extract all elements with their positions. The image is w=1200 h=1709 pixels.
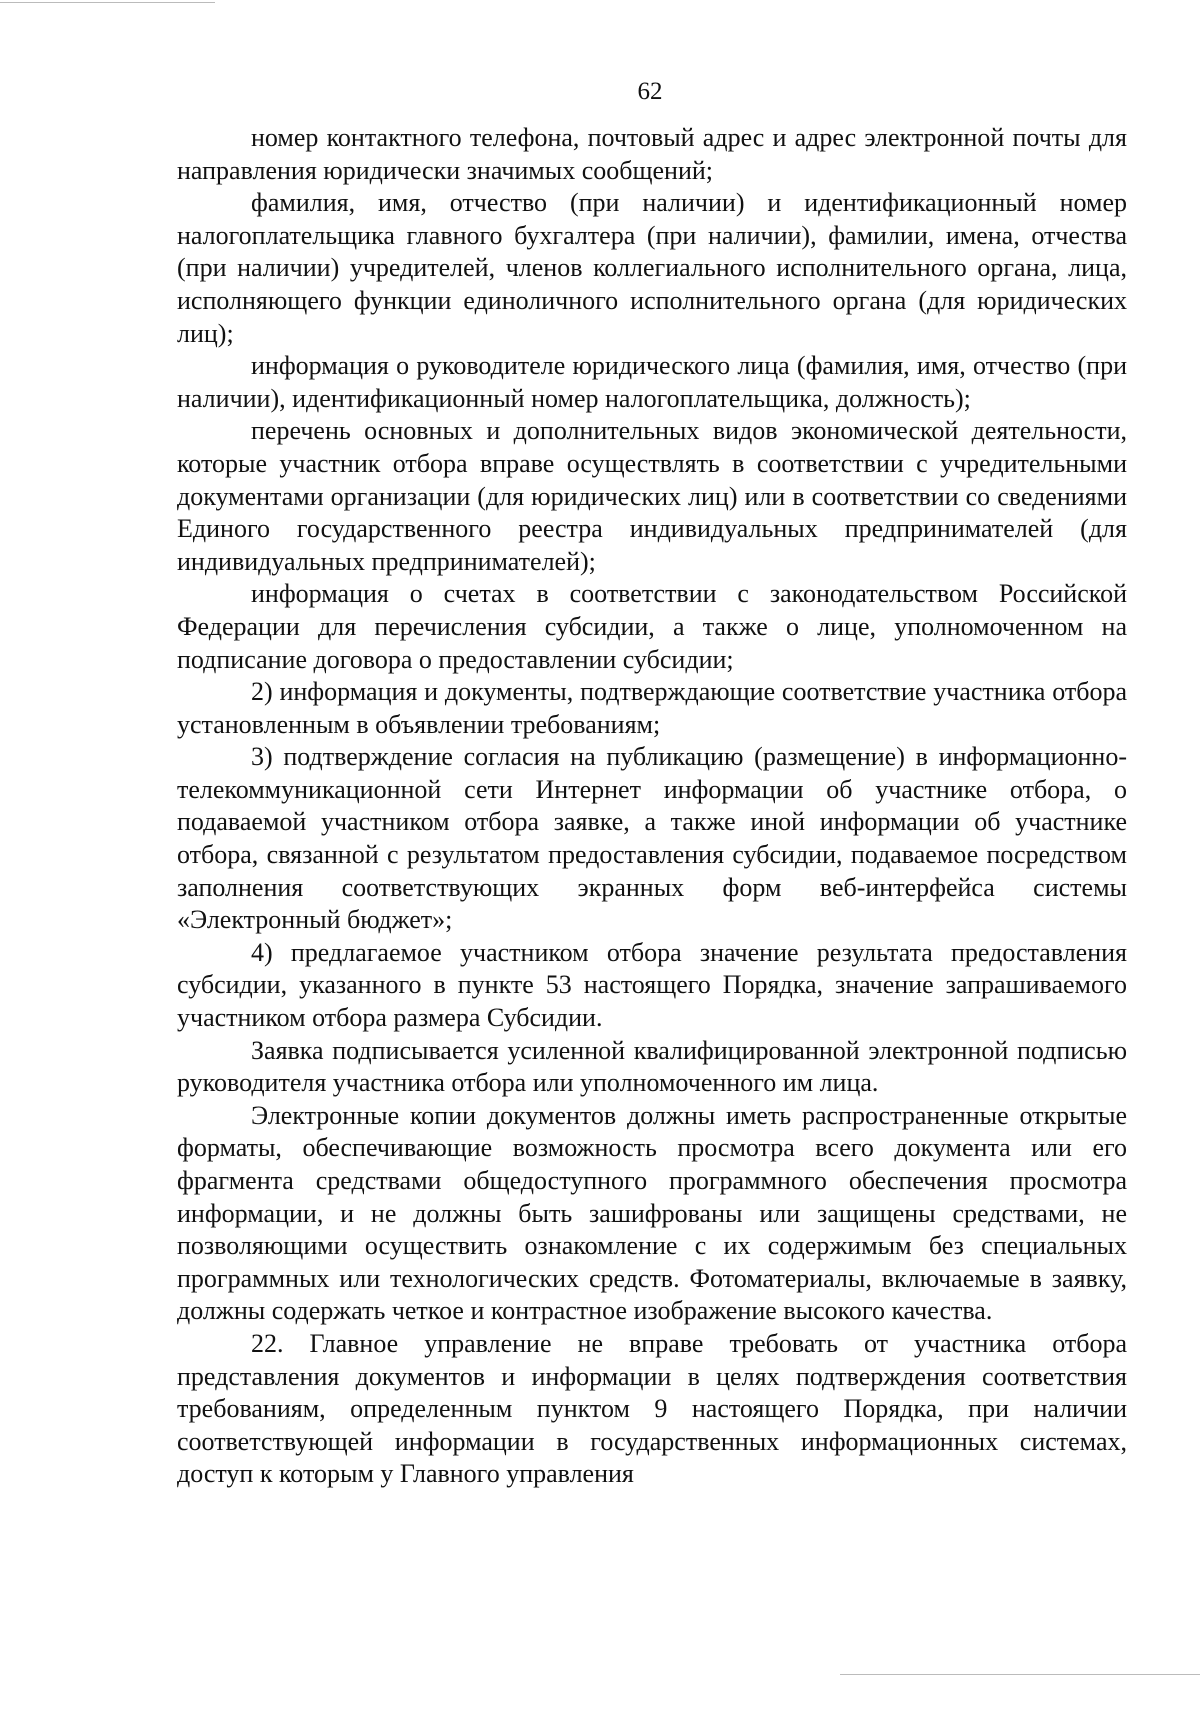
paragraph-signature: Заявка подписывается усиленной квалифицированной электронной подписью руководителя участника отбора или уполномоченного им лица.: [177, 1035, 1127, 1098]
scan-edge-line-top: [0, 2, 215, 3]
paragraph-accounts-info: информация о счетах в соответствии с законодательством Российской Федерации для перечисления субсидии, а также о лице, уполномоченном на подписание договора о предоставлении субсидии;: [177, 579, 1127, 674]
paragraph-activity-list: перечень основных и дополнительных видов экономической деятельности, которые участник отбора вправе осуществлять в соответствии с учредительными документами организации (для юридических лиц) или в соответствии со сведениями Единого государственного реестра индивидуальных предпринимателей (для индивидуальных предпринимателей);: [177, 416, 1127, 576]
paragraph-accountant-founders: фамилия, имя, отчество (при наличии) и идентификационный номер налогоплательщика главного бухгалтера (при наличии), фамилии, имена, отчества (при наличии) учредителей, членов коллегиального исполнительного органа, лица, исполняющего функции единоличного исполнительного органа (для юридических лиц);: [177, 188, 1127, 348]
paragraph-head-info: информация о руководителе юридического лица (фамилия, имя, отчество (при наличии), идентификационный номер налогоплательщика, должность);: [177, 351, 1127, 413]
paragraph-item-3: 3) подтверждение согласия на публикацию (размещение) в информационно-телекоммуникационной сети Интернет информации об участнике отбора, о подаваемой участником отбора заявке, а также иной информации об участнике отбора, связанной с результатом предоставления субсидии, подаваемое посредством заполнения соответствующих экранных форм веб-интерфейса системы «Электронный бюджет»;: [177, 742, 1127, 935]
paragraph-item-2: 2) информация и документы, подтверждающие соответствие участника отбора установленным в объявлении требованиям;: [177, 677, 1127, 739]
paragraph-contact-info: номер контактного телефона, почтовый адрес и адрес электронной почты для направления юридически значимых сообщений;: [177, 123, 1127, 185]
paragraph-clause-22: 22. Главное управление не вправе требовать от участника отбора представления документов и информации в целях подтверждения соответствия требованиям, определенным пунктом 9 настоящего Порядка, при наличии соответствующей информации в государственных информационных системах, доступ к которым у Главного управления: [177, 1328, 1127, 1489]
document-body: [177, 122, 1127, 1491]
page-number: 62: [637, 78, 663, 105]
paragraph-electronic-copies: Электронные копии документов должны иметь распространенные открытые форматы, обеспечивающие возможность просмотра всего документа или его фрагмента средствами общедоступного программного обеспечения просмотра информации, и не должны быть зашифрованы или защищены средствами, не позволяющими осуществить ознакомление с их содержимым без специальных программных или технологических средств. Фотоматериалы, включаемые в заявку, должны содержать четкое и контрастное изображение высокого качества.: [177, 1100, 1127, 1326]
paragraph-item-4: 4) предлагаемое участником отбора значение результата предоставления субсидии, указанного в пункте 53 настоящего Порядка, значение запрашиваемого участником отбора размера Субсидии.: [177, 937, 1127, 1033]
scan-edge-line-bottom: [840, 1674, 1200, 1675]
